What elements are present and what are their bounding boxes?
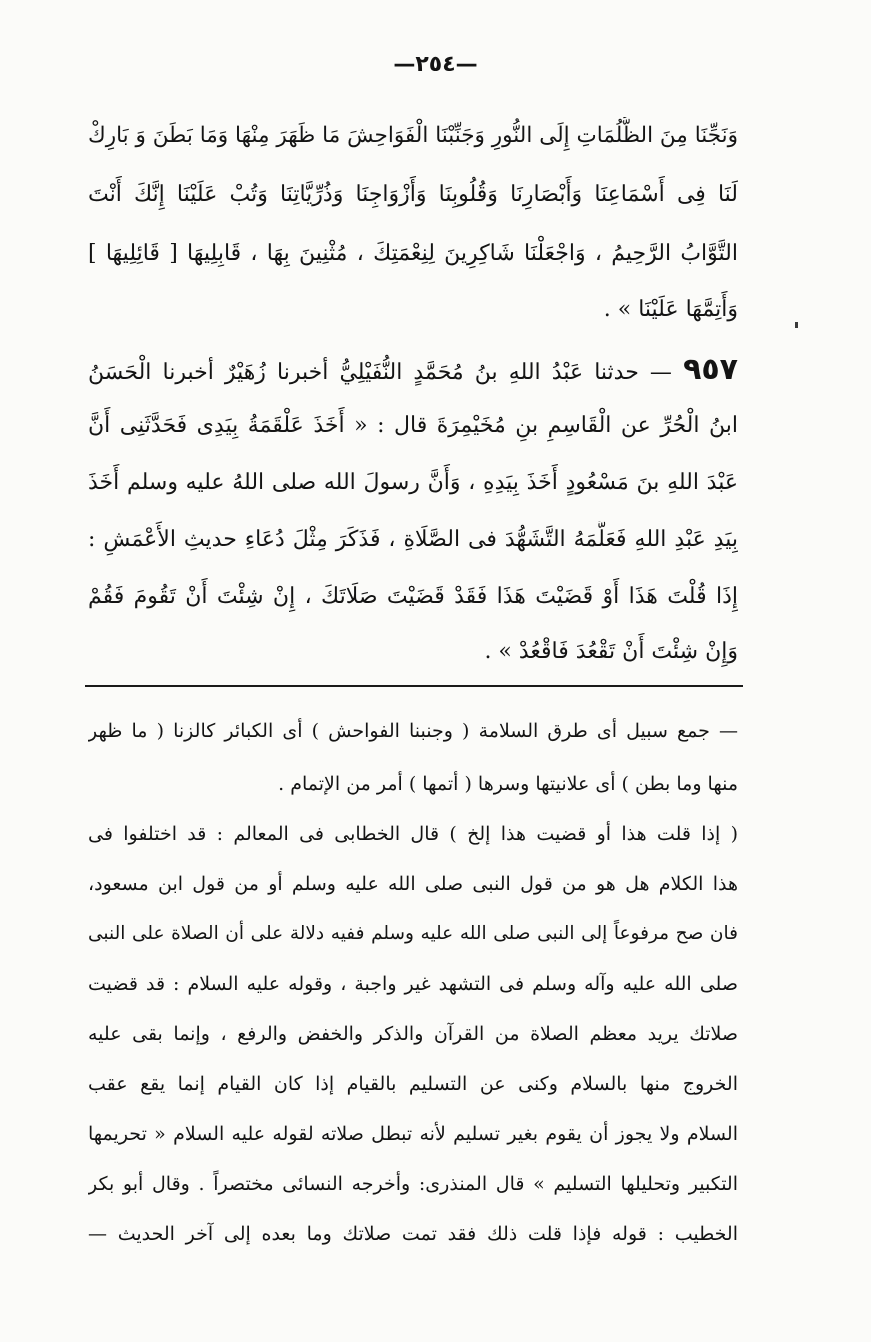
hadith-line: بِيَدِ عَبْدِ اللهِ فَعَلَّمَهُ التَّشَهُّدَ فى الصَّلَاةِ ، فَذَكَرَ مِثْلَ دُعَاءِ حديثِ الأَعْمَشِ : bbox=[88, 527, 738, 552]
footnote-line: صلى الله عليه وآله وسلم فى التشهد غير واجبة ، وقوله عليه السلام : قد قضيت bbox=[88, 973, 738, 995]
hadith-first-line bbox=[88, 348, 738, 392]
footnote-divider bbox=[85, 685, 743, 687]
footnote-line: السلام ولا يجوز أن يقوم بغير تسليم لأنه تبطل صلاته لقوله عليه السلام « تحريمها bbox=[88, 1123, 738, 1145]
footnote-line: هذا الكلام هل هو من قول النبى صلى الله عليه وسلم أو من قول ابن مسعود، bbox=[88, 873, 738, 895]
text-line: التَّوَّابُ الرَّحِيمُ ، وَاجْعَلْنَا شَاكِرِينَ لِنِعْمَتِكَ ، مُثْنِينَ بِهَا ، قَابِلِيهَا [ قَائِلِيهَا ] bbox=[88, 241, 738, 266]
text-line: وَأَتِمَّهَا عَلَيْنَا » . bbox=[603, 297, 738, 322]
footnote-line: التكبير وتحليلها التسليم » قال المنذرى: وأخرجه النسائى مختصراً . وقال أبو بكر bbox=[88, 1173, 738, 1195]
page-number: —٢٥٤— bbox=[393, 52, 478, 77]
hadith-number: ٩٥٧ bbox=[683, 352, 738, 387]
footnote-line: منها وما بطن ) أى علانيتها وسرها ( أتمها ) أمر من الإتمام . bbox=[278, 773, 738, 795]
hadith-line: ابنُ الْحُرِّ عن الْقَاسِمِ بنِ مُخَيْمِرَةَ قال : « أَخَذَ عَلْقَمَةُ بِيَدِى فَحَدَّثَنِى أَنَّ bbox=[88, 413, 738, 438]
hadith-line: عَبْدَ اللهِ بنَ مَسْعُودٍ أَخَذَ بِيَدِهِ ، وَأَنَّ رسولَ الله صلى اللهُ عليه وسلم أَخَذَ bbox=[88, 470, 738, 495]
hadith-line: وَإِنْ شِئْتَ أَنْ تَقْعُدَ فَاقْعُدْ » . bbox=[484, 639, 738, 664]
footnote-line: الخروج منها بالسلام وكنى عن التسليم بالقيام إذا كان القيام إنما يقع عقب bbox=[88, 1073, 738, 1095]
footnote-line: صلاتك يريد معظم الصلاة من القرآن والذكر والخفض والرفع ، وإنما بقى عليه bbox=[88, 1023, 738, 1045]
text-line: لَنَا فِى أَسْمَاعِنَا وَأَبْصَارِنَا وَقُلُوبِنَا وَأَزْوَاجِنَا وَذُرِّيَّاتِنَا وَتُبْ عَلَيْنَا إِنَّكَ أَنْتَ bbox=[88, 182, 738, 207]
hadith-line: إِذَا قُلْتَ هَذَا أَوْ قَضَيْتَ هَذَا فَقَدْ قَضَيْتَ صَلَاتَكَ ، إِنْ شِئْتَ أَنْ تَقُومَ فَقُمْ bbox=[88, 584, 738, 609]
ink-mark bbox=[795, 322, 798, 328]
footnote-line: ( إذا قلت هذا أو قضيت هذا إلخ ) قال الخطابى فى المعالم : قد اختلفوا فى bbox=[88, 823, 738, 845]
footnote-line: الخطيب : قوله فإذا قلت ذلك فقد تمت صلاتك وما بعده إلى آخر الحديث — bbox=[88, 1223, 738, 1245]
footnote-line: فان صح مرفوعاً إلى النبى صلى الله عليه وسلم ففيه دلالة على أن الصلاة على النبى bbox=[88, 923, 738, 944]
footnote-line: — جمع سبيل أى طرق السلامة ( وجنبنا الفواحش ) أى الكبائر كالزنا ( ما ظهر bbox=[88, 720, 738, 742]
hadith-line: — حدثنا عَبْدُ اللهِ بنُ مُحَمَّدٍ النُّفَيْلِيُّ أخبرنا زُهَيْرٌ أخبرنا الْحَسَنُ bbox=[88, 360, 672, 385]
text-line: وَنَجِّنَا مِنَ الظُّلُمَاتِ إِلَى النُّورِ وَجَنِّبْنَا الْفَوَاحِشَ مَا ظَهَرَ مِنْهَا وَمَا بَطَنَ وَ بَارِكْ bbox=[88, 123, 738, 148]
